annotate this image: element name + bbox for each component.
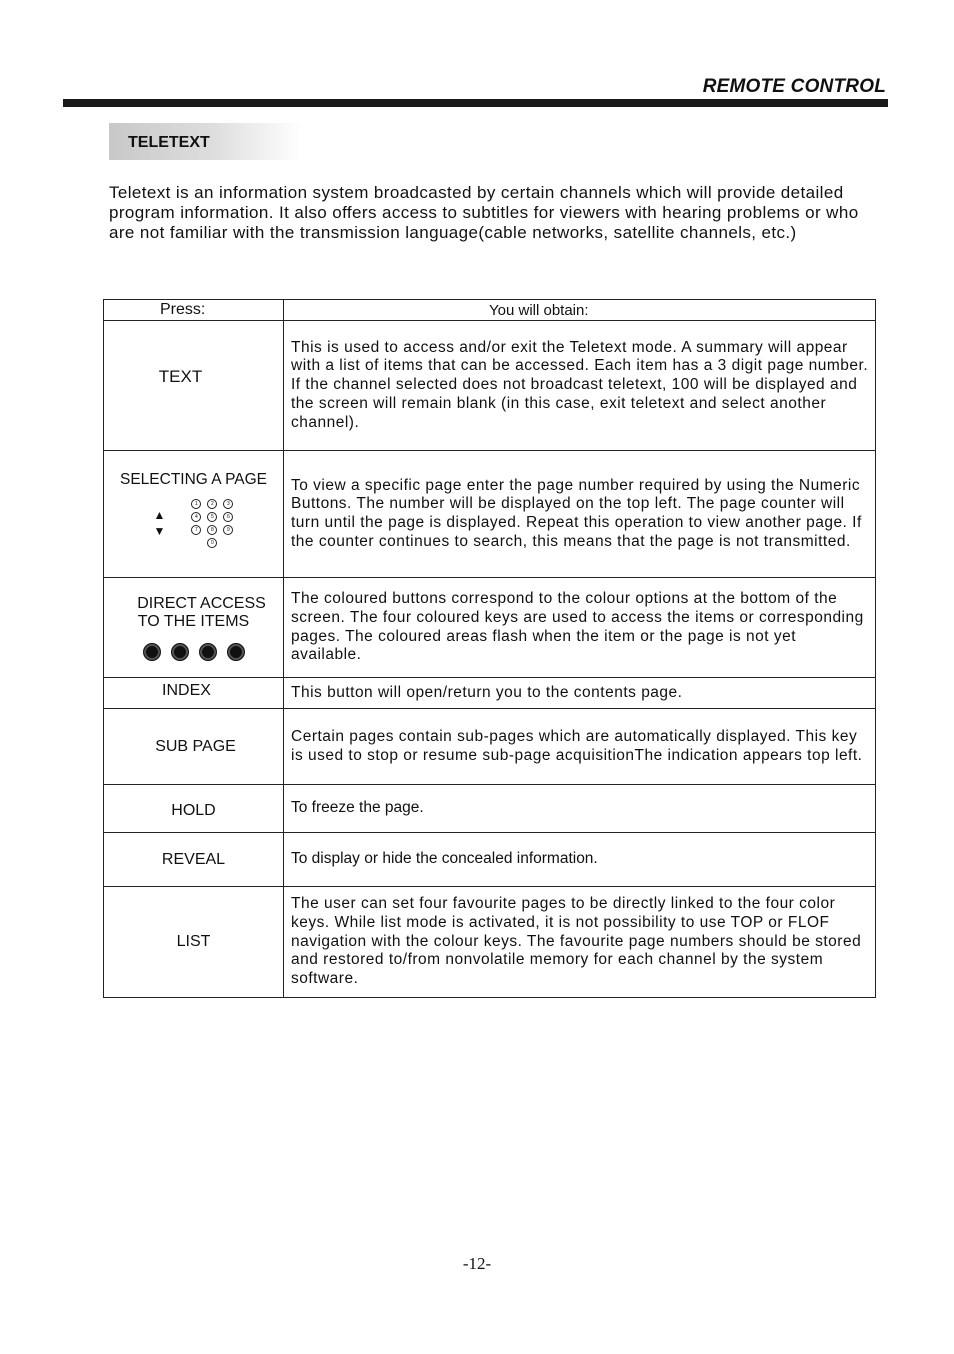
arrow-down-icon: ▼ xyxy=(153,524,166,538)
key-selecting-page xyxy=(104,451,284,578)
row-description: To display or hide the concealed information. xyxy=(284,833,876,887)
table-row xyxy=(104,833,876,887)
digit-0-icon: 0 xyxy=(207,538,217,548)
key-index xyxy=(104,678,284,709)
header-rule xyxy=(63,99,888,107)
key-direct-access xyxy=(104,578,284,678)
page-number: -12- xyxy=(462,1254,492,1273)
digit-8-icon: 8 xyxy=(207,525,217,535)
key-list xyxy=(104,887,284,998)
row-description: This is used to access and/or exit the Teletext mode. A summary will appear with a list of items that can be accessed. Each item has a 3 digit page number. If the channel selected does not broadcast teletext, 100 will be displayed and the screen will remain blank (in this case, exit teletext and select another channel). xyxy=(284,321,876,451)
colour-buttons-illustration xyxy=(104,643,283,661)
digit-4-icon: 4 xyxy=(191,512,201,522)
key-label-line1: DIRECT ACCESS xyxy=(137,594,266,612)
key-label: TEXT xyxy=(158,366,203,386)
column-header-press: Press: xyxy=(104,300,284,321)
row-description: Certain pages contain sub-pages which are automatically displayed. This key is used to stop or resume sub-page acquisitionThe indication appears top left. xyxy=(284,709,876,785)
section-title: TELETEXT xyxy=(128,134,210,151)
teletext-table xyxy=(103,299,876,998)
colour-key-icon xyxy=(143,643,161,661)
row-description: The coloured buttons correspond to the colour options at the bottom of the screen. The four coloured keys are used to access the items or corresponding pages. The coloured areas flash when the item or the page is not yet available. xyxy=(284,578,876,678)
digit-6-icon: 6 xyxy=(223,512,233,522)
table-row xyxy=(104,451,876,578)
digit-3-icon: 3 xyxy=(223,499,233,509)
row-description: The user can set four favourite pages to be directly linked to the four color keys. While list mode is activated, it is not possibility to use TOP or FLOF navigation with the colour keys. The favourite page numbers should be stored and restored to/from nonvolatile memory for each channel by the system software. xyxy=(284,887,876,998)
table-row xyxy=(104,709,876,785)
section-tab xyxy=(109,123,301,160)
numeric-buttons-illustration xyxy=(154,499,234,548)
row-description: To view a specific page enter the page number required by using the Numeric Buttons. The number will be displayed on the top left. The page counter will turn until the page is displayed. Repeat this operation to view another page. If the counter continues to search, this means that the page is not transmitted. xyxy=(284,451,876,578)
table-row xyxy=(104,785,876,833)
arrow-up-icon: ▲ xyxy=(153,508,166,522)
digit-1-icon: 1 xyxy=(191,499,201,509)
key-sub-page xyxy=(104,709,284,785)
colour-key-icon xyxy=(199,643,217,661)
key-label: REVEAL xyxy=(161,850,226,868)
digit-2-icon: 2 xyxy=(207,499,217,509)
page-header-title: REMOTE CONTROL xyxy=(702,76,886,97)
table-row xyxy=(104,887,876,998)
key-label: INDEX xyxy=(162,682,211,699)
table-row xyxy=(104,578,876,678)
digit-9-icon: 9 xyxy=(223,525,233,535)
colour-key-icon xyxy=(171,643,189,661)
table-row xyxy=(104,321,876,451)
intro-paragraph: Teletext is an information system broadcasted by certain channels which will provide detailed program information. It also offers access to subtitles for viewers with hearing problems or who are not familiar with the transmission language(cable networks, satellite channels, etc.) xyxy=(109,183,859,242)
row-description: This button will open/return you to the contents page. xyxy=(284,678,876,709)
digit-5-icon: 5 xyxy=(207,512,217,522)
table-row xyxy=(104,678,876,709)
colour-key-icon xyxy=(227,643,245,661)
key-reveal xyxy=(104,833,284,887)
digit-7-icon: 7 xyxy=(191,525,201,535)
key-label-line2: TO THE ITEMS xyxy=(137,612,250,630)
column-header-obtain: You will obtain: xyxy=(284,300,876,321)
key-label: SUB PAGE xyxy=(155,737,236,755)
key-label: LIST xyxy=(176,933,211,950)
key-label: SELECTING A PAGE xyxy=(119,470,267,488)
key-hold xyxy=(104,785,284,833)
row-description: To freeze the page. xyxy=(284,785,876,833)
key-text xyxy=(104,321,284,451)
table-header-row xyxy=(104,300,876,321)
key-label: HOLD xyxy=(171,801,216,819)
